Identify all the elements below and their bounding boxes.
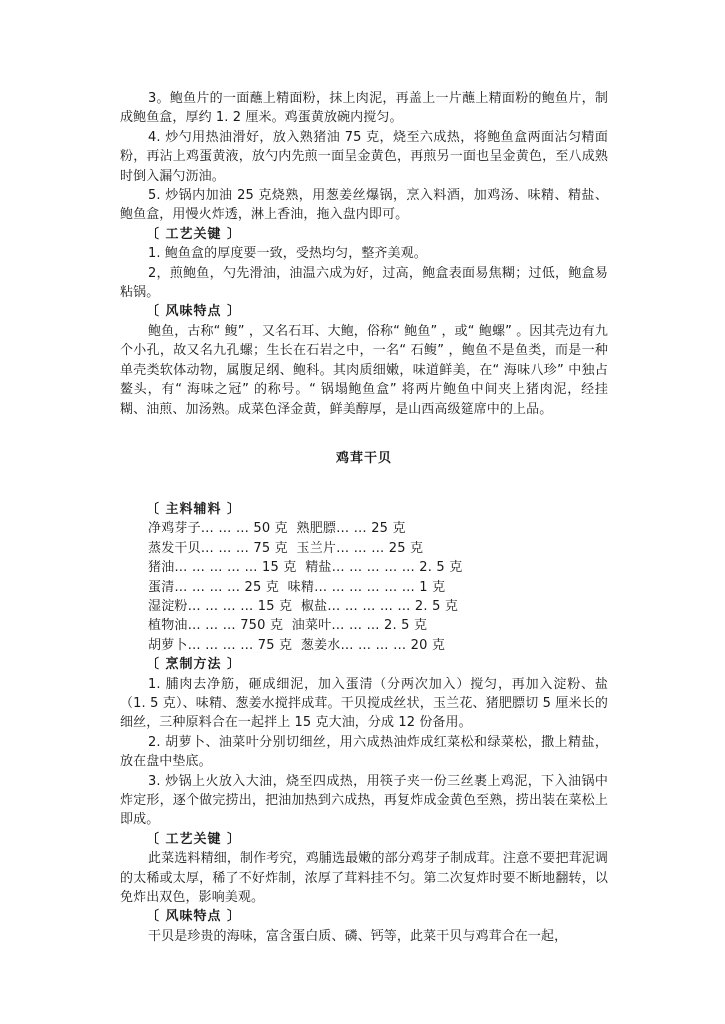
method-step-3: 3. 炒锅上火放入大油，烧至四成热，用筷子夹一份三丝裹上鸡泥，下入油锅中炸定形，逐个做完捞出，把油加热到六成热，再复炸成金黄色至熟，捞出装在菜松上即成。 [120, 773, 608, 828]
method-heading: 〔 烹制方法 〕 [146, 657, 242, 673]
ingredients-list [120, 519, 608, 655]
ingredients-heading: 〔 主料辅料 〕 [146, 501, 242, 517]
ingredient-line: 胡萝卜… … … … 75 克 葱姜水… … … … 20 克 [148, 637, 446, 653]
step-4-paragraph: 4. 炒勺用热油滑好，放入熟猪油 75 克，烧至六成热，将鲍鱼盒两面沾匀精面粉，再沾上鸡蛋黄液，放勺内先煎一面呈金黄色，再煎另一面也呈金黄色，至八成熟时倒入漏勺沥油。 [120, 129, 608, 184]
craft-key-1: 1. 鲍鱼盒的厚度要一致，受热均匀，整齐美观。 [148, 246, 427, 262]
craft-key-heading: 〔 工艺关键 〕 [146, 226, 242, 242]
ingredient-line: 蛋清… … … … 25 克 味精… … … … … … 1 克 [148, 579, 446, 595]
flavor-paragraph-2: 干贝是珍贵的海味，富含蛋白质、磷、钙等，此菜干贝与鸡茸合在一起， [148, 928, 568, 944]
flavor-heading-2: 〔 风味特点 〕 [146, 909, 242, 925]
step-5-paragraph: 5. 炒锅内加油 25 克烧熟，用葱姜丝爆锅，烹入料酒，加鸡汤、味精、精盐、鲍鱼盒，用慢火炸透，淋上香油，拖入盘内即可。 [120, 188, 608, 223]
recipe-title: 鸡茸干贝 [335, 450, 392, 466]
ingredient-line: 猪油… … … … … 15 克 精盐… … … … … 2. 5 克 [148, 560, 463, 576]
craft-key-2: 2，煎鲍鱼，勺先滑油，油温六成为好，过高，鲍盒表面易焦糊；过低，鲍盒易粘锅。 [120, 265, 608, 301]
method-step-1: 1. 脯肉去净筋，砸成细泥，加入蛋清（分两次加入）搅匀，再加入淀粉、盐（1. 5 克）、味精、葱姜水搅拌成茸。干贝搅成丝状，玉兰花、猪肥膘切 5 厘米长的细丝，三种原料合在一起拌上 15 克大油，分成 12 份备用。 [120, 676, 608, 731]
step-3-paragraph: 3。鲍鱼片的一面蘸上精面粉，抹上肉泥，再盖上一片蘸上精面粉的鲍鱼片，制成鲍鱼盒，厚约 1. 2 厘米。鸡蛋黄放碗内搅匀。 [120, 91, 608, 126]
craft-key-paragraph: 此菜选料精细，制作考究，鸡脯选最嫩的部分鸡芽子制成茸。注意不要把茸泥调的太稀或太厚，稀了不好炸制，浓厚了茸料挂不匀。第二次复炸时要不断地翻转，以免炸出双色，影响美观。 [120, 851, 608, 906]
flavor-paragraph: 鲍鱼，古称“ 鳆” ，又名石耳、大鲍，俗称“ 鲍鱼” ，或“ 鲍螺” 。因其壳边有九个小孔，故又名九孔螺；生长在石岩之中，一名“ 石鳆” ，鲍鱼不是鱼类，而是一种单壳类软体动物，属腹足纲、鲍科。其肉质细嫩，味道鲜美，在“ 海味八珍” 中独占鳌头，有“ 海味之冠” 的称号。“ 锅塌鲍鱼盒” 将两片鲍鱼中间夹上猪肉泥，经挂糊、油煎、加汤熟。成菜色泽金黄，鲜美醇厚，是山西高级筵席中的上品。 [120, 323, 608, 417]
ingredient-line: 植物油… … … 750 克 油菜叶… … … 2. 5 克 [148, 618, 428, 634]
flavor-heading: 〔 风味特点 〕 [146, 304, 242, 320]
craft-key-heading-2: 〔 工艺关键 〕 [146, 831, 242, 847]
ingredient-line: 蒸发干贝… … … 75 克 玉兰片… … … 25 克 [148, 540, 424, 556]
ingredient-line: 净鸡芽子… … … 50 克 熟肥膘… … 25 克 [148, 521, 406, 537]
text-column [120, 89, 608, 946]
method-step-2: 2. 胡萝卜、油菜叶分别切细丝，用六成热油炸成红菜松和绿菜松，撒上精盐，放在盘中垫底。 [120, 734, 608, 770]
ingredient-line: 湿淀粉… … … … 15 克 椒盐… … … … … 2. 5 克 [148, 598, 459, 614]
